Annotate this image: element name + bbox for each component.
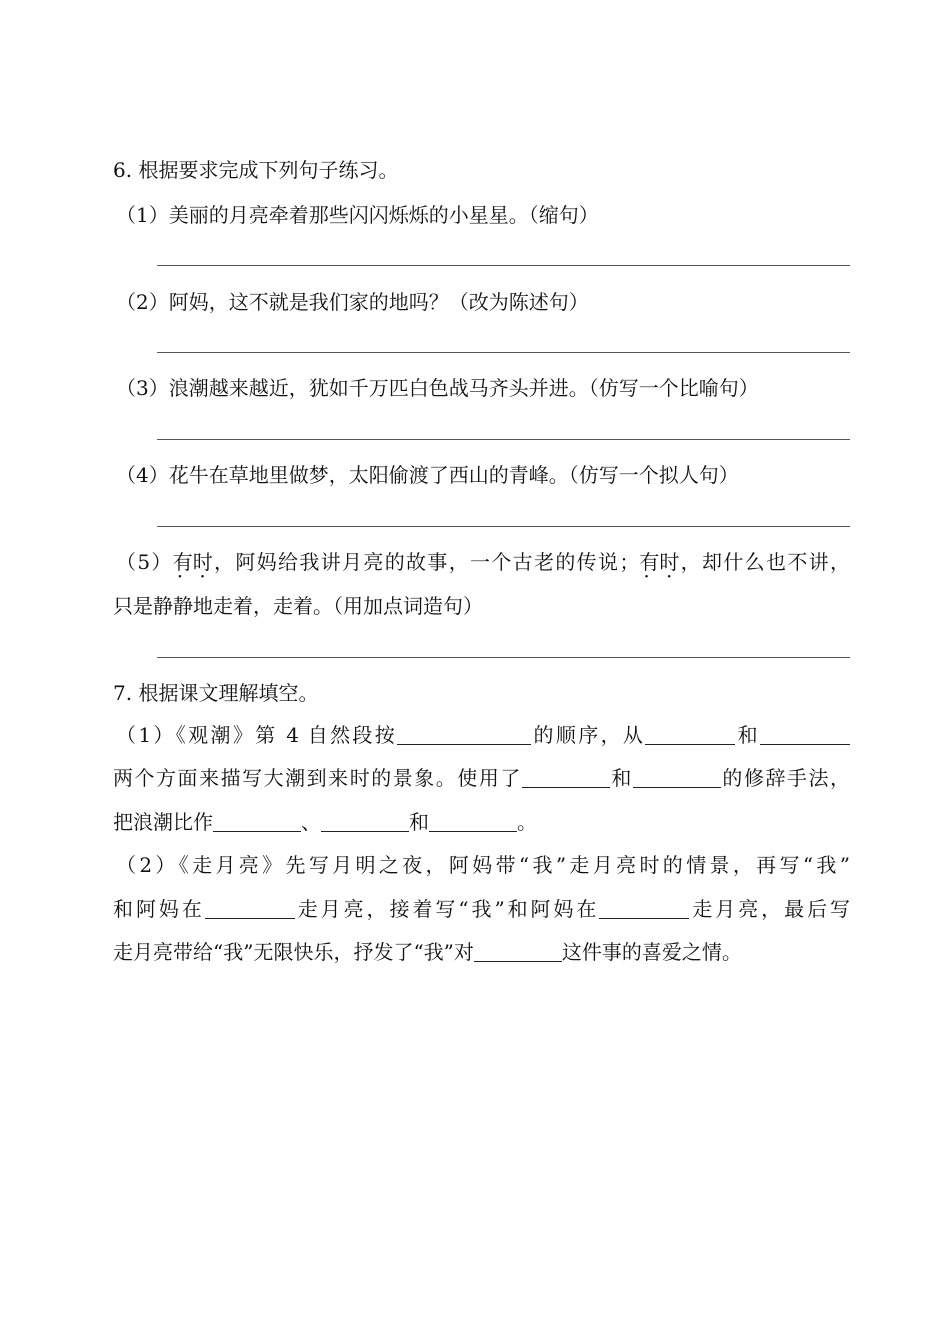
q7-title: 7. 根据课文理解填空。 bbox=[113, 681, 319, 705]
q7-p2-text-d: 走月亮，最后写 bbox=[689, 897, 851, 921]
answer-line-4[interactable] bbox=[157, 526, 850, 527]
q7-p1-line-1 bbox=[116, 721, 850, 749]
q6-item-2: （2）阿妈，这不就是我们家的地吗？（改为陈述句） bbox=[116, 290, 589, 314]
blank-rhetoric-1[interactable] bbox=[522, 767, 610, 788]
blank-event[interactable] bbox=[474, 941, 562, 962]
q6-item-5-prefix: （5） bbox=[116, 550, 173, 574]
q7-p2-text-f: 这件事的喜爱之情。 bbox=[561, 940, 742, 964]
q7-p1-text-g: 把浪潮比作 bbox=[113, 810, 213, 834]
q6-item-1: （1）美丽的月亮牵着那些闪闪烁烁的小星星。（缩句） bbox=[116, 203, 599, 227]
q7-p1-text-h: 、 bbox=[301, 810, 321, 834]
q6-title: 6. 根据要求完成下列句子练习。 bbox=[113, 158, 399, 182]
q7-p1-text-i: 和 bbox=[409, 810, 429, 834]
blank-rhetoric-2[interactable] bbox=[633, 767, 721, 788]
q6-item-4: （4）花牛在草地里做梦，太阳偷渡了西山的青峰。（仿写一个拟人句） bbox=[116, 463, 739, 487]
emphasized-word-1: 有时 · · bbox=[173, 548, 213, 576]
q7-p1-text-b: 的顺序，从 bbox=[531, 723, 646, 747]
emphasized-word-2: 有时 · · bbox=[639, 548, 679, 576]
q7-p1-line-3 bbox=[113, 808, 853, 836]
q6-item-3: （3）浪潮越来越近，犹如千万匹白色战马齐头并进。（仿写一个比喻句） bbox=[116, 376, 759, 400]
q6-item-5-line-2: 只是静静地走着，走着。（用加点词造句） bbox=[113, 594, 483, 618]
blank-metaphor-3[interactable] bbox=[429, 811, 517, 832]
q7-p1-text-a: （1）《观潮》第 4 自然段按 bbox=[116, 723, 398, 747]
q7-p2-text-c: 走月亮，接着写“我”和阿妈在 bbox=[294, 897, 600, 921]
q7-p1-line-2 bbox=[113, 764, 850, 792]
q7-p1-text-j: 。 bbox=[517, 810, 537, 834]
q7-p1-text-d: 两个方面来描写大潮到来时的景象。使用了 bbox=[113, 766, 522, 790]
answer-line-5[interactable] bbox=[157, 657, 850, 658]
q6-item-5-line-1 bbox=[116, 548, 850, 576]
q7-p2-text-b: 和阿妈在 bbox=[113, 897, 205, 921]
q7-p2-text-e: 走月亮带给“我”无限快乐，抒发了“我”对 bbox=[113, 940, 474, 964]
q7-p1-text-e: 和 bbox=[609, 766, 633, 790]
blank-aspect-1[interactable] bbox=[645, 724, 735, 745]
answer-line-2[interactable] bbox=[157, 352, 850, 353]
blank-metaphor-2[interactable] bbox=[321, 811, 409, 832]
q7-p1-text-f: 的修辞手法， bbox=[720, 766, 851, 790]
q6-item-5-mid: ，阿妈给我讲月亮的故事，一个古老的传说； bbox=[212, 550, 640, 574]
blank-aspect-2[interactable] bbox=[760, 724, 850, 745]
q7-p1-text-c: 和 bbox=[735, 723, 761, 747]
blank-place-1[interactable] bbox=[205, 898, 295, 919]
q7-p2-line-3 bbox=[113, 938, 853, 966]
blank-order[interactable] bbox=[397, 724, 531, 745]
blank-place-2[interactable] bbox=[599, 898, 689, 919]
answer-line-1[interactable] bbox=[157, 265, 850, 266]
q7-p2-line-2 bbox=[113, 895, 850, 923]
q6-item-5-end: ，却什么也不讲， bbox=[679, 550, 850, 574]
blank-metaphor-1[interactable] bbox=[213, 811, 301, 832]
answer-line-3[interactable] bbox=[157, 439, 850, 440]
q7-p2-line-1: （2）《走月亮》先写月明之夜，阿妈带“我”走月亮时的情景，再写“我” bbox=[116, 853, 850, 877]
